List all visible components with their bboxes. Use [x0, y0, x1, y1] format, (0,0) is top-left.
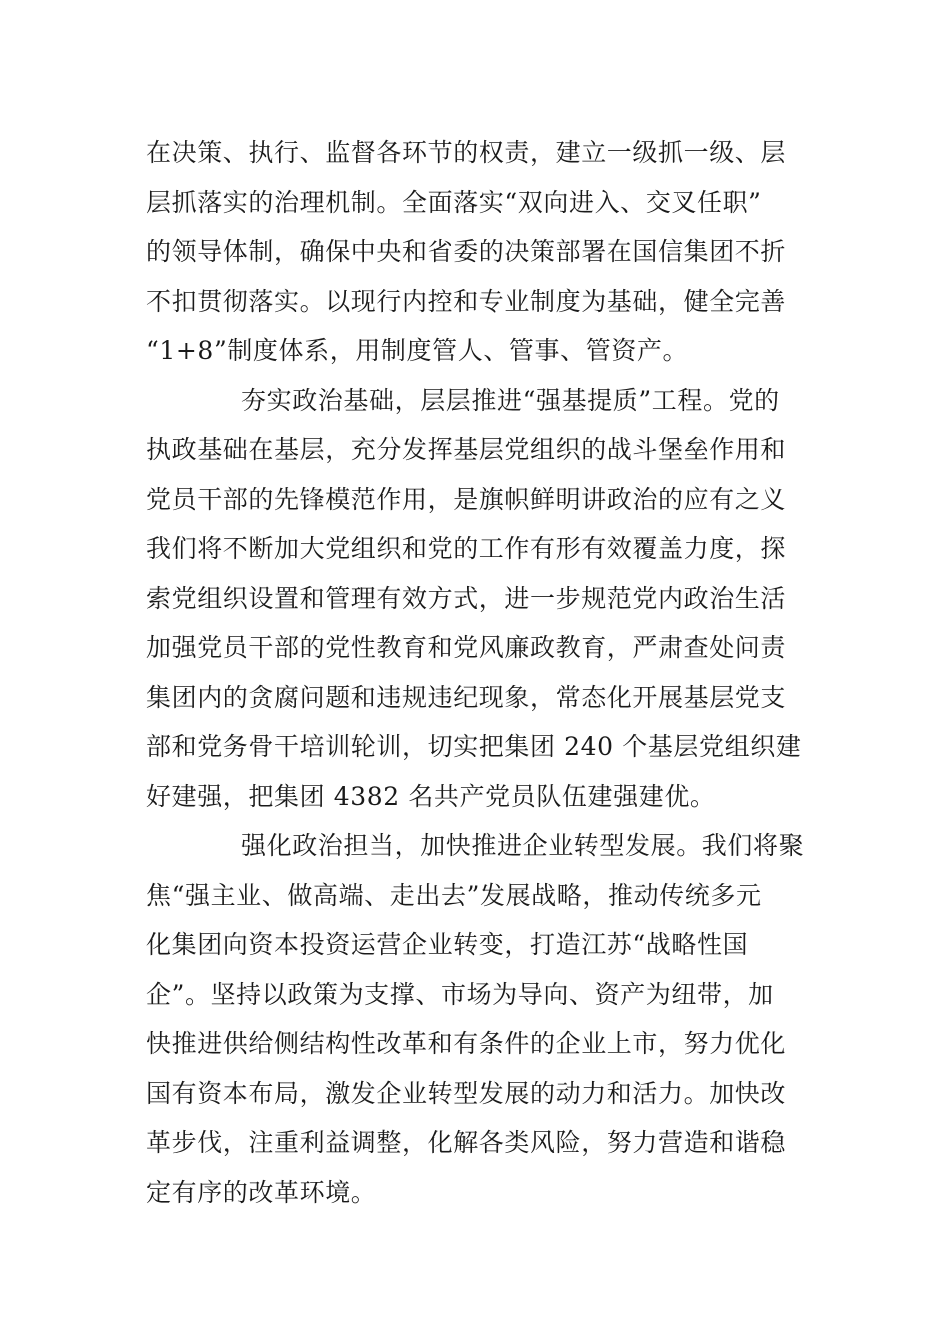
text-line: “1+8”制度体系，用制度管人、管事、管资产。 — [146, 336, 689, 365]
text-line: 好建强，把集团 4382 名共产党员队伍建强建优。 — [146, 781, 716, 811]
text-line: 快推进供给侧结构性改革和有条件的企业上市，努力优化 — [146, 1029, 787, 1058]
text-line: 化集团向资本投资运营企业转变，打造江苏“战略性国 — [146, 930, 749, 959]
text-line: 国有资本布局，激发企业转型发展的动力和活力。加快改 — [146, 1078, 787, 1108]
text-line: 党员干部的先锋模范作用，是旗帜鲜明讲政治的应有之义 — [146, 484, 787, 514]
paragraph-3 — [146, 821, 816, 1217]
text-line: 的领导体制，确保中央和省委的决策部署在国信集团不折 — [146, 237, 787, 266]
text-line: 我们将不断加大党组织和党的工作有形有效覆盖力度，探 — [146, 534, 787, 563]
text-line: 夯实政治基础，层层推进“强基提质”工程。党的 — [241, 385, 780, 415]
text-line: 层抓落实的治理机制。全面落实“双向进入、交叉任职” — [146, 187, 762, 217]
text-line: 执政基础在基层，充分发挥基层党组织的战斗堡垒作用和 — [146, 435, 787, 464]
text-line: 加强党员干部的党性教育和党风廉政教育，严肃查处问责 — [146, 633, 787, 662]
text-line: 部和党务骨干培训轮训，切实把集团 240 个基层党组织建 — [146, 732, 802, 761]
text-line: 索党组织设置和管理有效方式，进一步规范党内政治生活 — [146, 583, 787, 613]
text-line: 集团内的贪腐问题和违规违纪现象，常态化开展基层党支 — [146, 682, 787, 712]
text-line: 焦“强主业、做高端、走出去”发展战略，推动传统多元 — [146, 880, 762, 910]
document-body — [146, 128, 816, 1217]
text-line: 强化政治担当，加快推进企业转型发展。我们将聚 — [241, 831, 805, 860]
paragraph-2 — [146, 376, 816, 822]
text-line: 不扣贯彻落实。以现行内控和专业制度为基础，健全完善 — [146, 286, 787, 316]
text-line: 在决策、执行、监督各环节的权责，建立一级抓一级、层 — [146, 138, 787, 167]
text-line: 革步伐，注重利益调整，化解各类风险，努力营造和谐稳 — [146, 1128, 787, 1157]
text-line: 企”。坚持以政策为支撑、市场为导向、资产为纽带，加 — [146, 979, 774, 1009]
paragraph-1 — [146, 128, 816, 376]
text-line: 定有序的改革环境。 — [146, 1177, 377, 1207]
